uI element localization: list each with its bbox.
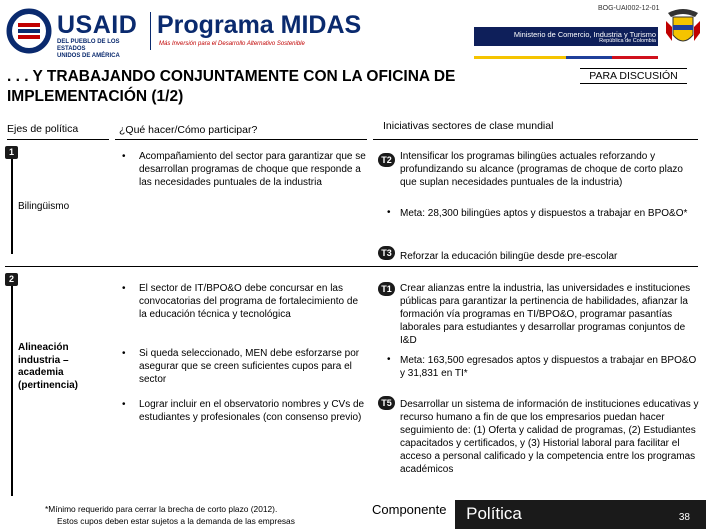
usaid-tagline-line1: DEL PUEBLO DE LOS ESTADOS	[57, 39, 120, 52]
usaid-tagline-line2: UNIDOS DE AMÉRICA	[57, 53, 120, 59]
slide-title-line1: . . . Y TRABAJANDO CONJUNTAMENTE CON LA OFICINA DE	[7, 68, 456, 85]
initiative-text: Reforzar la educación bilingüe desde pre-escolar	[400, 251, 618, 262]
program-title: Programa MIDAS	[157, 11, 362, 39]
slide-title	[7, 67, 577, 107]
column-header-action: ¿Qué hacer/Cómo participar?	[119, 124, 258, 136]
usaid-tagline	[57, 39, 149, 60]
policy-bracket	[11, 159, 13, 254]
componente-label: Componente	[372, 502, 447, 517]
bullet-icon: •	[122, 283, 126, 294]
colombia-coat-of-arms-icon	[664, 7, 702, 51]
document-reference-code: BOG-UAI002-12-01	[598, 5, 660, 12]
row-separator	[5, 266, 698, 267]
ministry-name: Ministerio de Comercio, Industria y Turismo	[513, 30, 656, 39]
bullet-icon: •	[122, 348, 126, 359]
action-text: Acompañamiento del sector para garantizar que se desarrollan programas de choque que responde a las necesidades puntuales de la industria	[139, 151, 366, 188]
initiative-code-badge: T3	[378, 246, 395, 260]
column-underline	[373, 139, 698, 140]
action-text: Lograr incluir en el observatorio nombres y CVs de estudiantes y profesionales (con consenso previo)	[139, 399, 365, 423]
footnote	[45, 503, 355, 527]
policy-name: Bilingüismo	[18, 201, 70, 212]
initiative-code-badge: T1	[378, 282, 395, 296]
bullet-icon: •	[387, 207, 391, 218]
policy-name: Alineación industria – academia (pertinencia)	[18, 342, 79, 391]
politica-label: Política	[466, 504, 522, 523]
initiative-code-badge: T5	[378, 396, 395, 410]
initiative-text: Desarrollar un sistema de información de instituciones educativas y recurso humano a fin de que los empresarios puedan hacer seguimiento de: (1) Oferta y calidad de programas, (2) Estudiantes capacitados y certificados, y (3) Historial laboral para facilitar el acceso a personal calificado y la competencia entre los programas académicos	[400, 399, 699, 475]
slide-title-line2: IMPLEMENTACIÓN (1/2)	[7, 88, 184, 105]
bullet-icon: •	[387, 354, 391, 365]
column-header-policy: Ejes de política	[7, 123, 79, 135]
page-number: 38	[678, 512, 690, 523]
initiative-code-badge: T2	[378, 153, 395, 167]
initiative-text: Intensificar los programas bilingües actuales reforzando y profundizando su alcance (programas de choque de corto plazo que suplan necesidades puntuales de la industria)	[400, 151, 683, 188]
policy-number-badge: 1	[5, 146, 18, 159]
footnote-line2: Estos cupos deben estar sujetos a la demanda de las empresas	[57, 516, 295, 526]
policy-number-badge: 2	[5, 273, 18, 286]
header-divider	[150, 12, 151, 50]
initiative-text: Crear alianzas entre la industria, las universidades e instituciones públicas para garantizar la pertinencia de habilidades, afianzar la formación vía programas en TI/BPO&O, programar pasantías laborales para estudiantes y desarrollar programas conjuntos de I&D	[400, 283, 691, 346]
ministry-country: República de Colombia	[599, 38, 656, 44]
usaid-wordmark: USAID	[57, 11, 138, 39]
action-text: El sector de IT/BPO&O debe concursar en las convocatorias del programa de fortalecimiento de la educación técnica y tecnológica	[139, 283, 359, 320]
policy-bracket	[11, 286, 13, 496]
action-text: Si queda seleccionado, MEN debe esforzarse por asegurar que se creen suficientes cupos para el sector	[139, 348, 360, 385]
initiative-goal: Meta: 28,300 bilingües aptos y dispuestos a trabajar en BPO&O*	[400, 208, 688, 219]
discussion-tag: PARA DISCUSIÓN	[580, 68, 687, 84]
initiative-goal: Meta: 163,500 egresados aptos y dispuestos a trabajar en BPO&O y 31,831 en TI*	[400, 355, 697, 379]
usaid-seal-logo	[6, 8, 52, 54]
footnote-line1: *Mínimo requerido para cerrar la brecha de corto plazo (2012).	[45, 504, 278, 514]
colombia-flag-stripes	[474, 46, 658, 49]
program-subtitle: Más Inversión para el Desarrollo Alternativo Sostenible	[159, 41, 305, 47]
bullet-icon: •	[122, 399, 126, 410]
column-underline	[115, 139, 367, 140]
column-header-initiatives: Iniciativas sectores de clase mundial	[383, 120, 554, 132]
column-underline	[7, 139, 109, 140]
bullet-icon: •	[122, 151, 126, 162]
